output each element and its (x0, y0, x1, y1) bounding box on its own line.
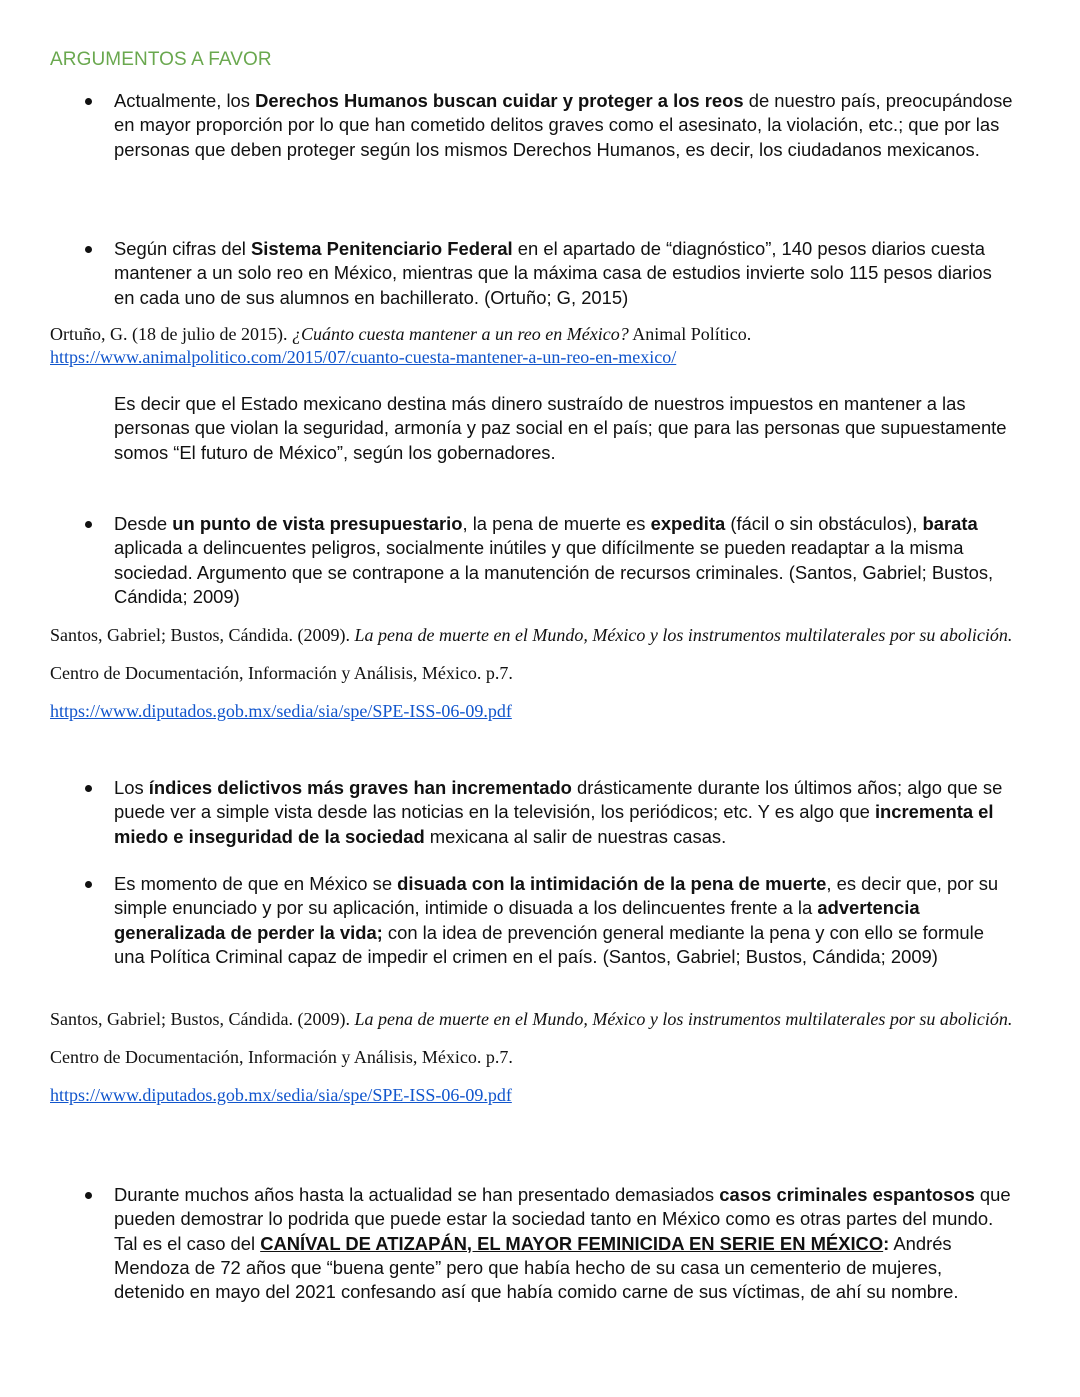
bullet-item-derechos-humanos: Actualmente, los Derechos Humanos buscan cuidar y proteger a los reos de nuestro país, preocupándose en mayor proporción por lo que han cometido delitos graves como el asesinato, la violación, etc.; que por las personas que deben proteger según los mismos Derechos Humanos, es decir, los ciudadanos mexicanos. (114, 89, 1014, 162)
reference-ortuno: Ortuño, G. (18 de julio de 2015). ¿Cuánto cuesta mantener a un reo en México? Animal Político. https://www.animalpolitico.com/2015/07/cuanto-cuesta-mantener-a-un-reo-en-mexico/ (50, 324, 752, 367)
reference-santos-bustos-2: Santos, Gabriel; Bustos, Cándida. (2009). La pena de muerte en el Mundo, México y los instrumentos multilaterales por su abolición. Centro de Documentación, Información y Análisis, México. p.7. https://www.diputados.gob.mx/sedia/sia/spe/SPE-ISS-06-09.pdf (50, 1009, 1013, 1105)
bold-text: Derechos Humanos buscan cuidar y proteger a los reos (255, 90, 744, 111)
reference-link[interactable]: https://www.diputados.gob.mx/sedia/sia/spe/SPE-ISS-06-09.pdf (50, 701, 512, 721)
bullet-item-presupuestario: Desde un punto de vista presupuestario, la pena de muerte es expedita (fácil o sin obstáculos), barata aplicada a delincuentes peligros, socialmente inútiles y que difícilmente se pueden readaptar a la misma sociedad. Argumento que se contrapone a la manutención de recursos criminales. (Santos, Gabriel; Bustos, Cándida; 2009) (114, 512, 1014, 609)
reference-santos-bustos: Santos, Gabriel; Bustos, Cándida. (2009). La pena de muerte en el Mundo, México y los instrumentos multilaterales por su abolición. Centro de Documentación, Información y Análisis, México. p.7. https://www.diputados.gob.mx/sedia/sia/spe/SPE-ISS-06-09.pdf (50, 625, 1013, 721)
bold-text: Sistema Penitenciario Federal (251, 238, 513, 259)
bullet-item-indices-delictivos: Los índices delictivos más graves han incrementado drásticamente durante los últimos años; algo que se puede ver a simple vista desde las noticias en la televisión, los periódicos; etc. Y es algo que incrementa el miedo e inseguridad de la sociedad mexicana al salir de nuestras casas. (114, 776, 1014, 849)
reference-title: La pena de muerte en el Mundo, México y los instrumentos multilaterales por su abolición. (354, 625, 1013, 645)
reference-link[interactable]: https://www.animalpolitico.com/2015/07/cuanto-cuesta-mantener-a-un-reo-en-mexico/ (50, 347, 677, 367)
reference-title: ¿Cuánto cuesta mantener a un reo en México? (291, 324, 629, 344)
bullet-item-casos-criminales: Durante muchos años hasta la actualidad se han presentado demasiados casos criminales espantosos que pueden demostrar lo podrida que puede estar la sociedad tanto en México como es otras partes del mundo. Tal es el caso del CANÍVAL DE ATIZAPÁN, EL MAYOR FEMINICIDA EN SERIE EN MÉXICO: Andrés Mendoza de 72 años que “buena gente” pero que había hecho de su casa un cementerio de mujeres, detenido en mayo del 2021 confesando así que había comido carne de sus víctimas, de ahí su nombre. (114, 1183, 1014, 1304)
bullet-item-disuasion: Es momento de que en México se disuada con la intimidación de la pena de muerte, es decir que, por su simple enunciado y por su aplicación, intimide o disuada a los delincuentes frente a la advertencia generalizada de perder la vida; con la idea de prevención general mediante la pena y con ello se formule una Política Criminal capaz de impedir el crimen en el país. (Santos, Gabriel; Bustos, Cándida; 2009) (114, 872, 1014, 969)
paragraph-es-decir: Es decir que el Estado mexicano destina más dinero sustraído de nuestros impuestos en mantener a las personas que violan la seguridad, armonía y paz social en el país; que para las personas que supuestamente somos “El futuro de México”, según los gobernadores. (114, 393, 1007, 463)
section-heading: ARGUMENTOS A FAVOR (50, 49, 272, 70)
reference-title: La pena de muerte en el Mundo, México y los instrumentos multilaterales por su abolición. (354, 1009, 1013, 1029)
underlined-bold-text: CANÍVAL DE ATIZAPÁN, EL MAYOR FEMINICIDA EN SERIE EN MÉXICO (260, 1232, 884, 1254)
bullet-item-sistema-penitenciario: Según cifras del Sistema Penitenciario Federal en el apartado de “diagnóstico”, 140 pesos diarios cuesta mantener a un solo reo en México, mientras que la máxima casa de estudios invierte solo 115 pesos diarios en cada uno de sus alumnos en bachillerato. (Ortuño; G, 2015) (114, 237, 1014, 310)
reference-link[interactable]: https://www.diputados.gob.mx/sedia/sia/spe/SPE-ISS-06-09.pdf (50, 1085, 512, 1105)
